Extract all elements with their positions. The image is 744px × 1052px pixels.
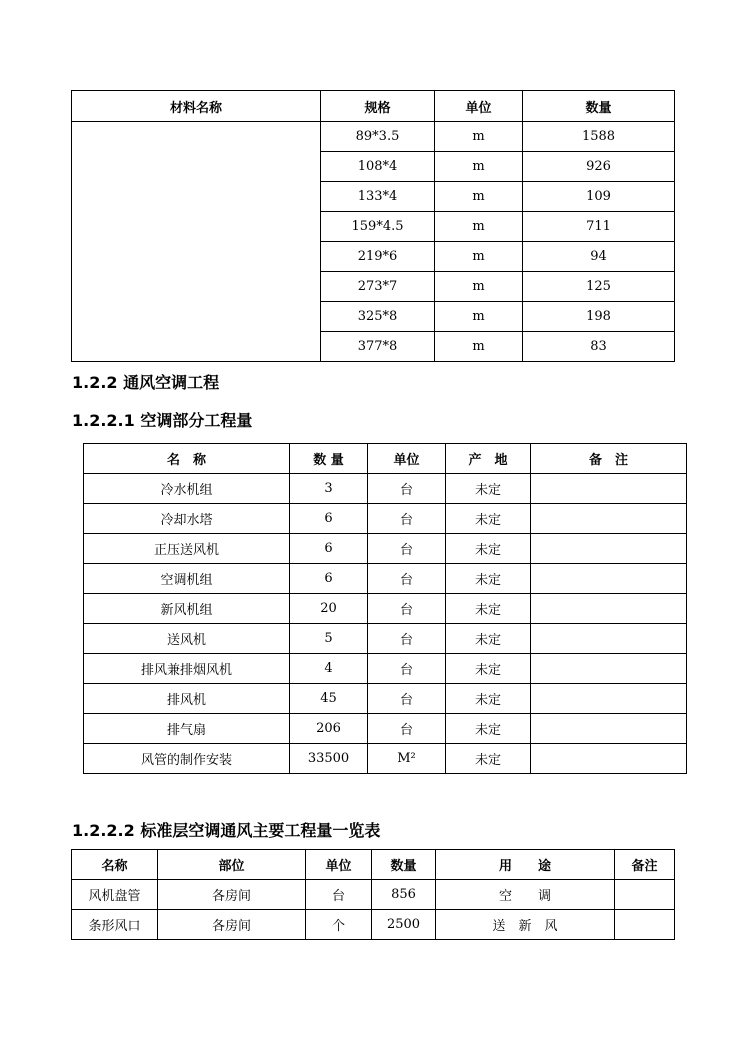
- table-row: [84, 534, 687, 564]
- quantity-cell: 45: [290, 684, 368, 714]
- spec-cell: 108*4: [321, 152, 435, 182]
- pipe-material-table: [71, 90, 675, 362]
- table-row: [84, 504, 687, 534]
- location-cell: 各房间: [158, 880, 306, 910]
- name-cell: 正压送风机: [84, 534, 290, 564]
- origin-cell: 未定: [446, 564, 531, 594]
- unit-cell: m: [435, 152, 523, 182]
- header-quantity: 数量: [523, 91, 675, 122]
- origin-cell: 未定: [446, 474, 531, 504]
- remarks-cell: [531, 744, 687, 774]
- standard-floor-table: [71, 849, 675, 940]
- table-row: [84, 564, 687, 594]
- origin-cell: 未定: [446, 624, 531, 654]
- spec-cell: 273*7: [321, 272, 435, 302]
- unit-cell: 台: [368, 684, 446, 714]
- table-row: [84, 684, 687, 714]
- table-header-row: [72, 850, 675, 880]
- header-remarks: 备注: [615, 850, 675, 880]
- name-cell: 冷水机组: [84, 474, 290, 504]
- quantity-cell: 83: [523, 332, 675, 362]
- remarks-cell: [531, 474, 687, 504]
- unit-cell: 台: [368, 534, 446, 564]
- remarks-cell: [531, 534, 687, 564]
- name-cell: 空调机组: [84, 564, 290, 594]
- quantity-cell: 33500: [290, 744, 368, 774]
- quantity-cell: 856: [372, 880, 436, 910]
- table-row: [72, 880, 675, 910]
- remarks-cell: [615, 880, 675, 910]
- quantity-cell: 6: [290, 564, 368, 594]
- origin-cell: 未定: [446, 744, 531, 774]
- unit-cell: m: [435, 242, 523, 272]
- section-heading-hvac: 1.2.2 通风空调工程: [72, 373, 220, 392]
- table-row: [72, 122, 675, 152]
- header-quantity: 数 量: [290, 444, 368, 474]
- origin-cell: 未定: [446, 714, 531, 744]
- unit-cell: 台: [368, 564, 446, 594]
- remarks-cell: [531, 504, 687, 534]
- quantity-cell: 198: [523, 302, 675, 332]
- ac-equipment-table: [83, 443, 687, 774]
- header-spec: 规格: [321, 91, 435, 122]
- header-origin: 产 地: [446, 444, 531, 474]
- unit-cell: 台: [368, 714, 446, 744]
- name-cell: 排气扇: [84, 714, 290, 744]
- unit-cell: 台: [368, 654, 446, 684]
- spec-cell: 219*6: [321, 242, 435, 272]
- quantity-cell: 4: [290, 654, 368, 684]
- spec-cell: 133*4: [321, 182, 435, 212]
- unit-cell: m: [435, 122, 523, 152]
- unit-cell: m: [435, 272, 523, 302]
- unit-cell: 台: [368, 624, 446, 654]
- unit-cell: 个: [306, 910, 372, 940]
- quantity-cell: 1588: [523, 122, 675, 152]
- quantity-cell: 5: [290, 624, 368, 654]
- header-material-name: 材料名称: [72, 91, 321, 122]
- name-cell: 送风机: [84, 624, 290, 654]
- table-header-row: [72, 91, 675, 122]
- header-name: 名称: [72, 850, 158, 880]
- unit-cell: m: [435, 302, 523, 332]
- table-row: [84, 744, 687, 774]
- unit-cell: m: [435, 212, 523, 242]
- spec-cell: 89*3.5: [321, 122, 435, 152]
- header-unit: 单位: [306, 850, 372, 880]
- remarks-cell: [531, 624, 687, 654]
- table-row: [84, 654, 687, 684]
- name-cell: 冷却水塔: [84, 504, 290, 534]
- table-row: [84, 624, 687, 654]
- name-cell: 排风机: [84, 684, 290, 714]
- header-location: 部位: [158, 850, 306, 880]
- quantity-cell: 206: [290, 714, 368, 744]
- origin-cell: 未定: [446, 534, 531, 564]
- table-row: [84, 474, 687, 504]
- unit-cell: M²: [368, 744, 446, 774]
- table-row: [84, 594, 687, 624]
- header-quantity: 数量: [372, 850, 436, 880]
- spec-cell: 377*8: [321, 332, 435, 362]
- origin-cell: 未定: [446, 504, 531, 534]
- quantity-cell: 6: [290, 534, 368, 564]
- unit-cell: 台: [368, 504, 446, 534]
- quantity-cell: 2500: [372, 910, 436, 940]
- name-cell: 新风机组: [84, 594, 290, 624]
- remarks-cell: [531, 654, 687, 684]
- table-row: [84, 714, 687, 744]
- quantity-cell: 109: [523, 182, 675, 212]
- table-row: [72, 910, 675, 940]
- header-unit: 单位: [435, 91, 523, 122]
- name-cell: 条形风口: [72, 910, 158, 940]
- name-cell: 风机盘管: [72, 880, 158, 910]
- remarks-cell: [531, 684, 687, 714]
- origin-cell: 未定: [446, 654, 531, 684]
- unit-cell: m: [435, 332, 523, 362]
- quantity-cell: 125: [523, 272, 675, 302]
- section-heading-ac-quantities: 1.2.2.1 空调部分工程量: [72, 411, 253, 430]
- quantity-cell: 711: [523, 212, 675, 242]
- header-name: 名 称: [84, 444, 290, 474]
- header-remarks: 备 注: [531, 444, 687, 474]
- purpose-cell: 送 新 风: [436, 910, 615, 940]
- header-purpose: 用 途: [436, 850, 615, 880]
- location-cell: 各房间: [158, 910, 306, 940]
- purpose-cell: 空 调: [436, 880, 615, 910]
- origin-cell: 未定: [446, 594, 531, 624]
- section-heading-standard-floor: 1.2.2.2 标准层空调通风主要工程量一览表: [72, 821, 381, 840]
- name-cell: 排风兼排烟风机: [84, 654, 290, 684]
- remarks-cell: [531, 594, 687, 624]
- spec-cell: 159*4.5: [321, 212, 435, 242]
- spec-cell: 325*8: [321, 302, 435, 332]
- table-header-row: [84, 444, 687, 474]
- unit-cell: m: [435, 182, 523, 212]
- origin-cell: 未定: [446, 684, 531, 714]
- remarks-cell: [531, 714, 687, 744]
- remarks-cell: [615, 910, 675, 940]
- quantity-cell: 3: [290, 474, 368, 504]
- unit-cell: 台: [368, 474, 446, 504]
- quantity-cell: 926: [523, 152, 675, 182]
- material-name-cell: [72, 122, 321, 362]
- remarks-cell: [531, 564, 687, 594]
- header-unit: 单位: [368, 444, 446, 474]
- unit-cell: 台: [306, 880, 372, 910]
- unit-cell: 台: [368, 594, 446, 624]
- quantity-cell: 20: [290, 594, 368, 624]
- quantity-cell: 94: [523, 242, 675, 272]
- name-cell: 风管的制作安装: [84, 744, 290, 774]
- quantity-cell: 6: [290, 504, 368, 534]
